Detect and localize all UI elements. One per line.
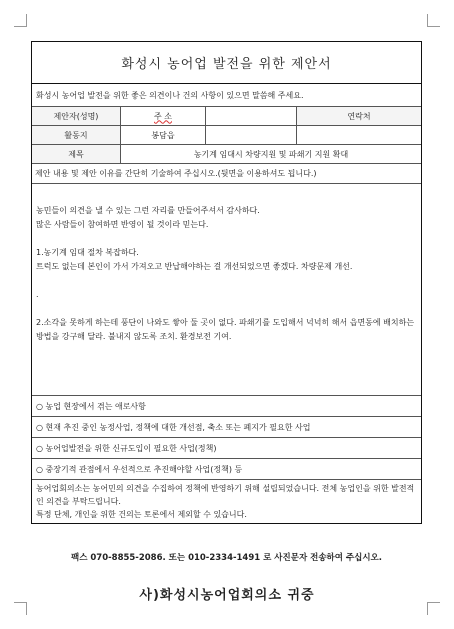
recipient-signature: 사)화성시농어업회의소 귀중 xyxy=(139,588,315,603)
crop-mark-bottom-left xyxy=(14,602,27,615)
crop-mark-top-right xyxy=(427,14,440,27)
subject-value[interactable]: 농기계 임대시 차량지원 및 파쇄기 지원 확대 xyxy=(193,149,349,159)
instruction: 제안 내용 및 제안 이유를 간단히 기술하여 주십시오.(뒷면을 이용하셔도 됩니다.) xyxy=(32,164,421,184)
crop-mark-bottom-right xyxy=(427,602,440,615)
empty-cell xyxy=(206,126,297,144)
name-value[interactable] xyxy=(121,107,206,125)
question-item: ○ 농업 현장에서 겪는 애로사항 xyxy=(32,396,421,417)
question-item: ○ 현재 추진 중인 농정사업, 정책에 대한 개선점, 축소 또는 폐지가 필요한 사업 xyxy=(32,417,421,438)
question-item: ○ 농어업발전을 위한 신규도입이 필요한 사업(정책) xyxy=(32,438,421,459)
contact-label: 연락처 xyxy=(297,107,421,125)
content-paragraph: 2.소각을 못하게 하는데 풍단이 나와도 쌓아 둘 곳이 없다. 파쇄기를 도입해서 넉넉히 해서 읍면동에 배치하는 방법을 강구해 달라. 불내지 않도록 조치. 환경보전 기여. xyxy=(36,318,415,341)
name-contact-row xyxy=(32,107,421,126)
proposal-form xyxy=(31,41,422,524)
subject-row xyxy=(32,145,421,164)
content-paragraph: 많은 사람들이 참여하면 반영이 될 것이라 믿는다. xyxy=(36,220,209,229)
workplace-value[interactable]: 봉담읍 xyxy=(121,126,206,144)
content-paragraph: 농민들이 의견을 낼 수 있는 그런 자리를 만들어주셔서 감사하다. xyxy=(36,206,260,215)
proposal-content[interactable] xyxy=(32,184,421,396)
notes xyxy=(32,480,421,523)
workplace-row xyxy=(32,126,421,145)
content-paragraph: 트럭도 없는데 본인이 가서 가져오고 반납해야하는 걸 개선되었으면 좋겠다. 차량문제 개선. xyxy=(36,262,353,271)
form-intro: 화성시 농어업 발전을 위한 좋은 의견이나 건의 사항이 있으면 말씀해 주세요. xyxy=(32,84,421,107)
workplace-label: 활동지 xyxy=(32,126,121,144)
contact-value[interactable] xyxy=(297,126,421,144)
crop-mark-top-left xyxy=(14,14,27,27)
content-paragraph: 1.농기계 임대 절차 복잡하다. xyxy=(36,248,139,257)
name-label: 제안자(성명) xyxy=(32,107,121,125)
contact-label-cell xyxy=(206,107,297,125)
fax-instruction: 팩스 070-8855-2086. 또는 010-2334-1491 로 사진문자 전송하여 주십시오. xyxy=(71,553,382,563)
note-line: 농어업회의소는 농어민의 의견을 수집하여 정책에 반영하기 위해 설립되었습니다. 전체 농업인을 위한 발전적인 의견을 부탁드립니다. xyxy=(36,484,415,506)
content-paragraph: . xyxy=(36,290,39,299)
question-item: ○ 중장기적 관점에서 우선적으로 추진해야할 사업(정책) 등 xyxy=(32,459,421,480)
address-value: 주 소 xyxy=(154,111,172,121)
form-title: 화성시 농어업 발전을 위한 제안서 xyxy=(32,42,421,84)
subject-label: 제목 xyxy=(32,145,121,163)
note-line: 특정 단체, 개인을 위한 건의는 토론에서 제외할 수 있습니다. xyxy=(36,510,247,519)
